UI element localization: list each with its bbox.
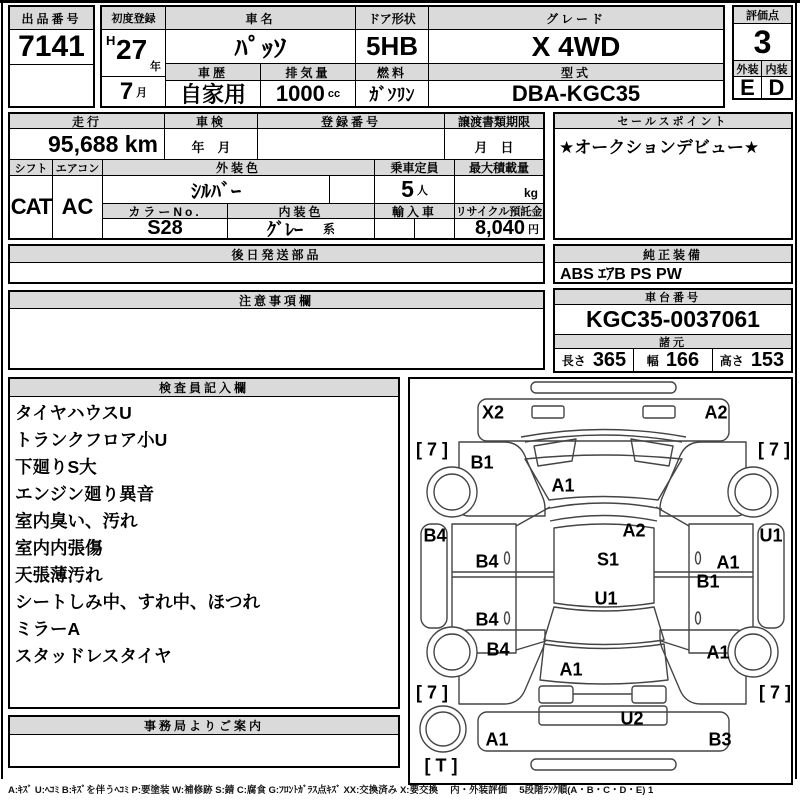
history-value: 自家用: [179, 82, 246, 106]
aircon-value: AC: [53, 176, 103, 238]
door-shape-column: [356, 7, 429, 106]
first-registration-month-suffix: 月: [136, 86, 148, 99]
frame-top: [0, 0, 800, 3]
chassis-no-label: 車台番号: [555, 290, 791, 305]
oem-equipment-value: ABS ｴｱB PS PW: [560, 266, 682, 282]
fuel-value: ｶﾞｿﾘﾝ: [369, 84, 415, 105]
first-registration-label: 初度登録: [102, 7, 165, 30]
aircon-label: エアコン: [53, 160, 103, 176]
recycle-deposit-unit: 円: [528, 223, 539, 236]
displacement-value: 1000: [275, 81, 325, 106]
displacement-label: 排気量: [261, 64, 355, 81]
damage-marker: [ 7 ]: [757, 439, 791, 460]
car-name-label: 車名: [166, 7, 355, 30]
damage-marker: [ T ]: [424, 755, 458, 776]
spec-width-value: 166: [665, 349, 700, 371]
damage-marker: A2: [622, 520, 646, 541]
later-parts-box: [8, 244, 545, 284]
mileage-label: 走行: [10, 114, 165, 129]
registration-no-label: 登録番号: [258, 114, 445, 129]
displacement-value-cell: [261, 81, 355, 106]
inspector-note-line: 室内内張傷: [15, 538, 103, 558]
spec-height-cell: [713, 349, 791, 371]
car-name-column: [166, 7, 356, 106]
capacity-value: 5: [401, 176, 414, 202]
inspector-note-line: タイヤハウスU: [15, 403, 132, 423]
inspector-note-line: スタッドレスタイヤ: [15, 646, 172, 666]
inspector-notes-label: 検査員記入欄: [10, 379, 398, 397]
lot-number-box: [8, 5, 95, 108]
first-registration-column: [102, 7, 166, 106]
oem-equipment-label: 純正装備: [555, 246, 791, 263]
oem-equipment-box: [553, 244, 793, 284]
interior-color-value-cell: [228, 219, 375, 238]
inspector-note-line: トランクフロア小U: [15, 430, 168, 450]
inspector-note-line: 下廻りS大: [15, 457, 97, 477]
damage-marker: B3: [708, 729, 732, 750]
damage-marker: B4: [423, 525, 447, 546]
cautions-box: [8, 290, 545, 370]
imported-label: 輸入車: [375, 204, 455, 219]
spec-length-label: 長さ: [561, 353, 586, 368]
cautions-value: [10, 309, 543, 368]
damage-marker: A1: [551, 475, 575, 496]
imported-empty-cell-1: [375, 219, 415, 238]
frame-left: [1, 0, 3, 779]
mileage-color-box: [8, 112, 545, 240]
spec-height-value: 153: [750, 349, 785, 371]
inspector-notes-box: [8, 377, 400, 709]
grade-column: [429, 7, 723, 106]
inspector-note-line: 室内臭い、汚れ: [15, 511, 138, 531]
inspector-note-line: ミラーA: [15, 619, 81, 639]
inspector-notes-list: [15, 400, 393, 700]
shaken-label: 車検: [165, 114, 258, 129]
capacity-unit: 人: [416, 184, 428, 197]
first-registration-era: H: [106, 33, 116, 48]
damage-marker: B1: [470, 452, 494, 473]
model-code-label: 型式: [429, 64, 723, 81]
damage-marker: U1: [594, 588, 618, 609]
interior-color-label: 内装色: [228, 204, 375, 219]
door-shape-value: 5HB: [356, 30, 428, 64]
damage-marker: S1: [596, 549, 620, 570]
chassis-no-value: KGC35-0037061: [586, 306, 760, 332]
office-notice-value: [10, 735, 398, 766]
footer-legend: A:ｷｽﾞ U:ﾍｺﾐ B:ｷｽﾞを伴うﾍｺﾐ P:要塗装 W:補修跡 S:錆 C:腐食 G:ﾌﾛﾝﾄｶﾞﾗｽ点ｷｽﾞ XX:交換済み X:要交換 内・外装評価 5段階ﾗﾝｸ順(A・B・C・D・E) 1: [8, 785, 654, 796]
model-code-value: DBA-KGC35: [511, 81, 641, 106]
spec-length-value: 365: [592, 349, 627, 371]
damage-marker: B4: [475, 609, 499, 630]
damage-marker-layer: [410, 379, 791, 783]
sales-point-box: [553, 112, 793, 240]
exterior-color-empty-cell: [330, 176, 375, 204]
interior-color-suffix: 系: [322, 222, 335, 236]
imported-empty-cell-2: [415, 219, 455, 238]
office-notice-label: 事務局よりご案内: [10, 717, 398, 735]
score-label: 評価点: [734, 7, 791, 24]
registration-no-value: [258, 129, 445, 160]
exterior-grade-value: E: [734, 77, 762, 98]
damage-marker: A2: [704, 402, 728, 423]
damage-marker: A1: [716, 552, 740, 573]
shift-value: CAT: [10, 176, 53, 238]
damage-marker: U2: [620, 708, 644, 729]
first-registration-year-suffix: 年: [150, 61, 161, 73]
damage-diagram-box: [408, 377, 793, 785]
exterior-color-value: ｼﾙﾊﾞｰ: [103, 176, 330, 204]
damage-marker: U1: [759, 525, 783, 546]
damage-marker: A1: [485, 729, 509, 750]
fuel-label: 燃料: [356, 64, 428, 81]
inspector-note-line: エンジン廻り異音: [15, 484, 155, 504]
first-registration-month: 7: [119, 77, 134, 105]
exterior-color-label: 外装色: [103, 160, 375, 176]
damage-marker: [ 7 ]: [758, 682, 792, 703]
capacity-value-cell: [375, 176, 455, 204]
color-no-value: S28: [103, 219, 228, 238]
displacement-cell: [261, 64, 355, 106]
damage-marker: A1: [706, 642, 730, 663]
spec-width-label: 幅: [646, 353, 659, 368]
door-shape-label: ドア形状: [356, 7, 428, 30]
specs-label: 諸元: [555, 334, 791, 349]
grade-label: グレード: [429, 7, 723, 30]
recycle-deposit-label: リサイクル預託金: [455, 206, 543, 218]
spec-length-cell: [555, 349, 634, 371]
damage-marker: B1: [696, 571, 720, 592]
frame-right: [795, 0, 797, 779]
displacement-unit: cc: [327, 87, 341, 100]
lot-number-value: 7141: [10, 30, 93, 65]
recycle-deposit-value-cell: [455, 219, 543, 238]
lot-number-label: 出品番号: [10, 7, 93, 30]
damage-marker: [ 7 ]: [415, 439, 449, 460]
damage-marker: B4: [475, 551, 499, 572]
later-parts-label: 後日発送部品: [10, 246, 543, 263]
interior-grade-value: D: [768, 77, 785, 98]
chassis-specs-box: [553, 288, 793, 373]
recycle-deposit-value: 8,040: [474, 219, 525, 238]
inspector-note-line: 天張薄汚れ: [15, 565, 103, 585]
exterior-grade-label: 外装: [734, 61, 762, 77]
first-registration-month-cell: [102, 77, 165, 106]
transfer-deadline-label: 譲渡書類期限: [445, 114, 543, 129]
car-name-value: ﾊﾟｯｿ: [166, 30, 355, 64]
interior-color-value: ｸﾞﾚｰ: [266, 219, 303, 238]
mileage-value: 95,688 km: [10, 129, 165, 160]
spec-height-label: 高さ: [719, 353, 744, 368]
first-registration-year-cell: [102, 30, 165, 77]
transfer-deadline-value: 月 日: [445, 129, 543, 160]
office-notice-box: [8, 715, 400, 768]
first-registration-year: 27: [116, 34, 148, 65]
history-label: 車歴: [166, 64, 260, 81]
interior-grade-label: 内装: [762, 61, 791, 77]
sales-point-value: ★オークションデビュー★: [559, 138, 760, 157]
grade-value: X 4WD: [429, 30, 723, 64]
shaken-value: 年 月: [165, 129, 258, 160]
vehicle-header-box: [100, 5, 725, 108]
damage-marker: A1: [559, 659, 583, 680]
spec-width-cell: [634, 349, 713, 371]
score-box: [732, 5, 793, 100]
score-value: 3: [734, 24, 791, 61]
lot-number-empty-cell: [10, 65, 93, 106]
max-load-unit: kg: [455, 176, 543, 204]
damage-marker: X2: [481, 402, 505, 423]
inspector-note-line: シートしみ中、すれ中、ほつれ: [15, 592, 260, 612]
sales-point-label: セールスポイント: [555, 114, 791, 129]
history-cell: [166, 64, 261, 106]
color-no-label: カラーNo.: [103, 204, 228, 219]
max-load-label: 最大積載量: [455, 160, 543, 176]
cautions-label: 注意事項欄: [10, 292, 543, 309]
shift-label: シフト: [10, 160, 53, 176]
later-parts-value: [10, 263, 543, 282]
damage-marker: [ 7 ]: [415, 682, 449, 703]
capacity-label: 乗車定員: [375, 160, 455, 176]
damage-marker: B4: [486, 639, 510, 660]
